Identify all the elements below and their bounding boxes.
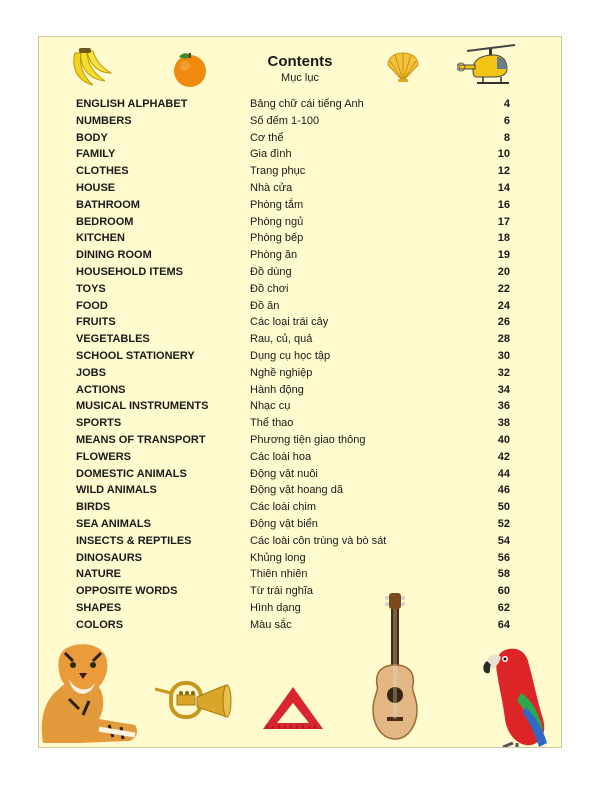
toc-row[interactable] <box>76 482 510 499</box>
toc-english-title: FOOD <box>76 299 108 312</box>
toc-page-number: 24 <box>497 299 510 312</box>
toc-row[interactable] <box>76 382 510 399</box>
toc-vietnamese-title: Trang phục <box>250 165 306 178</box>
toc-page-number: 12 <box>497 165 510 178</box>
toc-row[interactable] <box>76 197 510 214</box>
toc-english-title: DOMESTIC ANIMALS <box>76 467 187 480</box>
toc-page-number: 19 <box>497 249 510 262</box>
toc-vietnamese-title: Thể thao <box>250 417 294 430</box>
toc-vietnamese-title: Các loài chim <box>250 501 317 514</box>
toc-row[interactable] <box>76 314 510 331</box>
toc-english-title: BATHROOM <box>76 198 140 211</box>
parrot-icon <box>477 643 559 748</box>
toc-english-title: VEGETABLES <box>76 333 150 346</box>
toc-page-number: 4 <box>503 98 510 110</box>
toc-english-title: COLORS <box>76 618 124 631</box>
toc-page-number: 62 <box>497 601 510 614</box>
toc-vietnamese-title: Đồ chơi <box>250 282 289 295</box>
toc-row[interactable] <box>76 113 510 130</box>
toc-english-title: TOYS <box>76 282 106 295</box>
toc-english-title: SEA ANIMALS <box>76 517 151 530</box>
toc-english-title: BIRDS <box>76 501 111 514</box>
toc-english-title: ENGLISH ALPHABET <box>76 98 188 110</box>
toc-vietnamese-title: Màu sắc <box>250 618 292 631</box>
toc-vietnamese-title: Cơ thể <box>250 131 284 144</box>
toc-english-title: BEDROOM <box>76 215 134 228</box>
toc-english-title: FLOWERS <box>76 450 131 463</box>
toc-row[interactable] <box>76 264 510 281</box>
toc-row[interactable] <box>76 214 510 231</box>
toc-english-title: SHAPES <box>76 601 122 614</box>
toc-page-number: 17 <box>497 215 510 228</box>
toc-row[interactable] <box>76 550 510 567</box>
toc-row[interactable] <box>76 415 510 432</box>
guitar-icon <box>365 593 425 743</box>
toc-english-title: NATURE <box>76 568 122 581</box>
toc-english-title: FAMILY <box>76 148 116 161</box>
toc-page-number: 32 <box>497 366 510 379</box>
toc-vietnamese-title: Hành động <box>250 383 304 396</box>
toc-row[interactable] <box>76 499 510 516</box>
toc-page-number: 36 <box>497 400 510 413</box>
toc-english-title: ACTIONS <box>76 383 126 396</box>
toc-page-number: 28 <box>497 333 510 346</box>
toc-row[interactable] <box>76 365 510 382</box>
toc-page-number: 30 <box>497 349 510 362</box>
tuba-icon <box>151 677 233 729</box>
toc-english-title: HOUSEHOLD ITEMS <box>76 265 183 278</box>
toc-row[interactable] <box>76 146 510 163</box>
toc-vietnamese-title: Đồ ăn <box>250 299 280 312</box>
toc-english-title: KITCHEN <box>76 232 125 245</box>
toc-english-title: BODY <box>76 131 108 144</box>
toc-vietnamese-title: Rau, củ, quả <box>250 333 313 346</box>
toc-english-title: HOUSE <box>76 181 116 194</box>
toc-page-number: 58 <box>497 568 510 581</box>
toc-page-number: 20 <box>497 265 510 278</box>
toc-page-number: 38 <box>497 417 510 430</box>
toc-english-title: CLOTHES <box>76 165 129 178</box>
toc-vietnamese-title: Nhà cửa <box>250 181 293 194</box>
toc-page-number: 56 <box>497 551 510 564</box>
toc-row[interactable] <box>76 230 510 247</box>
contents-page <box>38 36 562 748</box>
toc-page-number: 64 <box>497 618 510 631</box>
page-title: Contents <box>267 53 333 70</box>
toc-page-number: 34 <box>497 383 510 396</box>
toc-row[interactable] <box>76 600 510 617</box>
toc-vietnamese-title: Phương tiện giao thông <box>250 433 366 446</box>
toc-english-title: NUMBERS <box>76 114 132 127</box>
toc-vietnamese-title: Phòng ăn <box>250 249 298 262</box>
toc-page-number: 14 <box>497 181 510 194</box>
toc-vietnamese-title: Phòng ngủ <box>250 215 304 228</box>
toc-row[interactable] <box>76 331 510 348</box>
toc-english-title: DINOSAURS <box>76 551 143 564</box>
toc-vietnamese-title: Các loại trái cây <box>250 316 329 329</box>
page-subtitle: Mục lục <box>281 72 319 84</box>
toc-vietnamese-title: Động vật biển <box>250 517 318 530</box>
toc-row[interactable] <box>76 398 510 415</box>
toc-row[interactable] <box>76 449 510 466</box>
toc-english-title: MEANS OF TRANSPORT <box>76 433 206 446</box>
toc-english-title: SCHOOL STATIONERY <box>76 349 195 362</box>
toc-vietnamese-title: Số đếm 1-100 <box>250 114 320 127</box>
toc-vietnamese-title: Dụng cụ học tập <box>250 349 331 362</box>
toc-vietnamese-title: Hình dạng <box>250 601 301 614</box>
toc-vietnamese-title: Thiên nhiên <box>250 568 308 581</box>
toc-english-title: MUSICAL INSTRUMENTS <box>76 400 209 413</box>
toc-english-title: JOBS <box>76 366 106 379</box>
toc-vietnamese-title: Gia đình <box>250 148 292 161</box>
toc-page-number: 42 <box>497 450 510 463</box>
toc-page-number: 44 <box>497 467 510 480</box>
toc-vietnamese-title: Phòng bếp <box>250 232 304 245</box>
toc-page-number: 22 <box>497 282 510 295</box>
toc-page-number: 6 <box>503 114 510 127</box>
toc-english-title: SPORTS <box>76 417 122 430</box>
toc-vietnamese-title: Từ trái nghĩa <box>250 585 314 598</box>
toc-page-number: 10 <box>497 148 510 161</box>
tiger-icon <box>39 639 139 747</box>
toc-page-number: 60 <box>497 585 510 598</box>
toc-vietnamese-title: Khủng long <box>250 551 306 564</box>
toc-vietnamese-title: Đồ dùng <box>250 265 292 278</box>
toc-english-title: FRUITS <box>76 316 116 329</box>
toc-row[interactable] <box>76 247 510 264</box>
toc-page-number: 8 <box>503 131 510 144</box>
toc-vietnamese-title: Các loài côn trùng và bò sát <box>250 534 387 547</box>
toc-page-number: 16 <box>497 198 510 211</box>
toc-page-number: 54 <box>497 534 510 547</box>
toc-english-title: INSECTS & REPTILES <box>76 534 192 547</box>
toc-vietnamese-title: Nghề nghiệp <box>250 366 313 379</box>
toc-row[interactable] <box>76 96 510 113</box>
toc-page-number: 52 <box>497 517 510 530</box>
toc-row[interactable] <box>76 432 510 449</box>
table-of-contents <box>76 96 510 634</box>
toc-vietnamese-title: Bảng chữ cái tiếng Anh <box>250 98 364 110</box>
set-square-icon <box>261 685 325 731</box>
toc-vietnamese-title: Phòng tắm <box>250 198 304 211</box>
toc-row[interactable] <box>76 533 510 550</box>
toc-row[interactable] <box>76 617 510 634</box>
toc-row[interactable] <box>76 583 510 600</box>
toc-vietnamese-title: Nhạc cụ <box>250 400 291 413</box>
toc-english-title: DINING ROOM <box>76 249 152 262</box>
toc-page-number: 26 <box>497 316 510 329</box>
toc-page-number: 18 <box>497 232 510 245</box>
toc-vietnamese-title: Động vật nuôi <box>250 467 318 480</box>
toc-row[interactable] <box>76 516 510 533</box>
toc-row[interactable] <box>76 130 510 147</box>
toc-vietnamese-title: Các loài hoa <box>250 450 312 463</box>
toc-vietnamese-title: Động vật hoang dã <box>250 484 343 497</box>
toc-page-number: 50 <box>497 501 510 514</box>
toc-row[interactable] <box>76 180 510 197</box>
toc-row[interactable] <box>76 466 510 483</box>
toc-page-number: 46 <box>497 484 510 497</box>
toc-row[interactable] <box>76 566 510 583</box>
toc-row[interactable] <box>76 348 510 365</box>
toc-row[interactable] <box>76 163 510 180</box>
toc-row[interactable] <box>76 281 510 298</box>
toc-english-title: WILD ANIMALS <box>76 484 157 497</box>
toc-row[interactable] <box>76 298 510 315</box>
toc-english-title: OPPOSITE WORDS <box>76 585 178 598</box>
toc-page-number: 40 <box>497 433 510 446</box>
